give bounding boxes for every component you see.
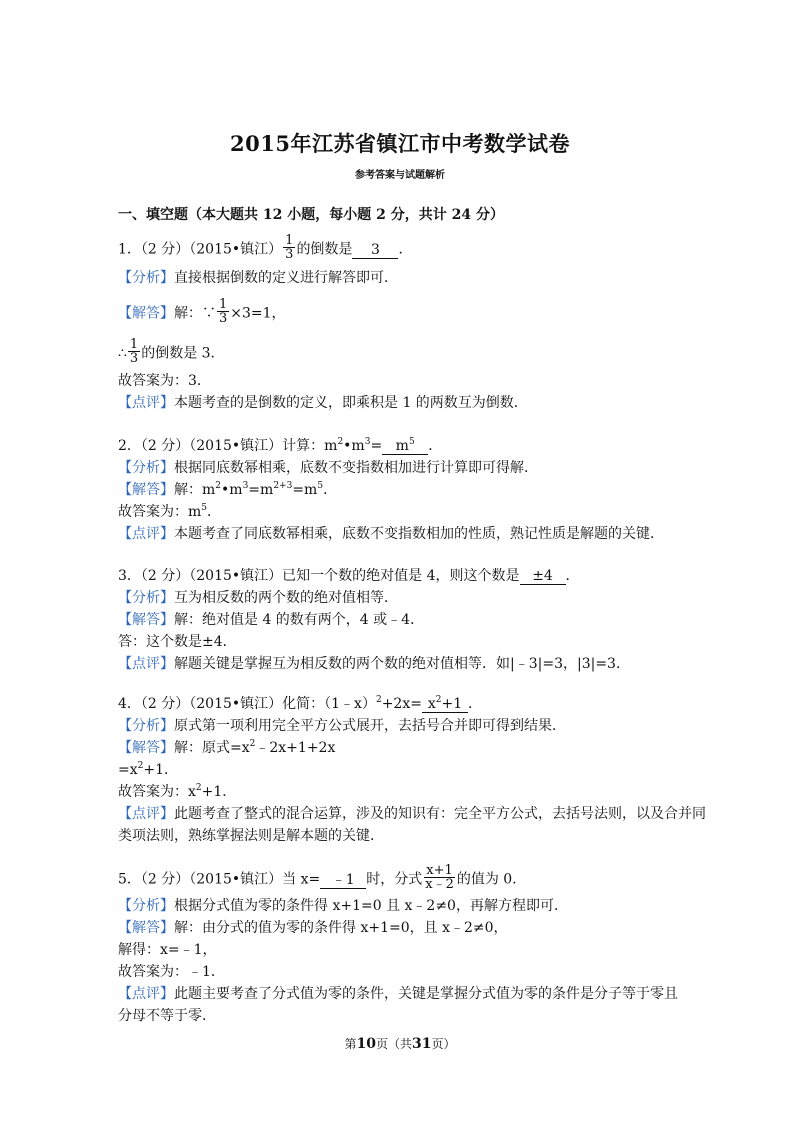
page-title: 2015年江苏省镇江市中考数学试卷 [230, 131, 570, 156]
q2-stem: 2．（2 分）（2015•镇江）计算：$m^2•m^3= m^5$ ． [118, 437, 443, 454]
analysis-tag: 【分析】 [118, 270, 174, 286]
q2-final: 故答案为：$m^5$． [118, 503, 222, 520]
analysis-tag: 【分析】 [118, 590, 174, 606]
analysis-tag: 【分析】 [118, 898, 174, 914]
q2-comment: 【点评】本题考查了同底数幂相乘，底数不变指数相加的性质，熟记性质是解题的关键． [118, 526, 664, 542]
q1-solution: 【解答】解：∵ $\frac{1}{3}$ ×3=1， [118, 297, 286, 326]
q5-solution: 【解答】解：由分式的值为零的条件得 x+1=0，且 x﹣2≠0， [118, 920, 508, 936]
q2-analysis: 【分析】根据同底数幂相乘，底数不变指数相加进行计算即可得解． [118, 460, 538, 476]
comment-tag: 【点评】 [118, 395, 174, 411]
q3-final: 答：这个数是±4． [118, 634, 237, 650]
page-subtitle: 参考答案与试题解析 [355, 170, 445, 181]
solution-tag: 【解答】 [118, 482, 174, 498]
q5-comment-line2: 分母不等于零． [118, 1008, 216, 1024]
fraction: $\frac{1}{3}$ [219, 297, 228, 326]
solution-tag: 【解答】 [118, 740, 174, 756]
analysis-tag: 【分析】 [118, 718, 174, 734]
comment-tag: 【点评】 [118, 526, 174, 542]
q5-comment: 【点评】此题主要考查了分式值为零的条件，关键是掌握分式值为零的条件是分子等于零且 [118, 986, 678, 1002]
q3-analysis: 【分析】互为相反数的两个数的绝对值相等． [118, 590, 398, 606]
q4-comment: 【点评】此题考查了整式的混合运算，涉及的知识有：完全平方公式，去括号法则，以及合并同 [118, 806, 706, 822]
q5-final: 故答案为：﹣1． [118, 964, 225, 980]
comment-tag: 【点评】 [118, 656, 174, 672]
q4-solution-line2: $=x^2+1$． [118, 761, 179, 778]
fraction: $\frac{1}{3}$ [129, 337, 139, 366]
q1-comment: 【点评】本题考查的是倒数的定义，即乘积是 1 的两数互为倒数． [118, 395, 528, 411]
q5-stem: 5．（2 分）（2015•镇江）当 x= ﹣1 时，分式 $\frac{x+1}{x﹣2}$ 的值为 0． [118, 863, 527, 892]
q5-solution-line2: 解得：x=﹣1， [118, 942, 217, 958]
q3-comment: 【点评】解题关键是掌握互为相反数的两个数的绝对值相等．如|﹣3|=3，|3|=3． [118, 656, 630, 672]
solution-tag: 【解答】 [118, 305, 174, 322]
q3-solution: 【解答】解：绝对值是 4 的数有两个，4 或﹣4． [118, 612, 425, 628]
q2-solution: 【解答】解：$m^2•m^3=m^{2+3}=m^5$． [118, 481, 338, 498]
q1-stem: 1．（2 分）（2015•镇江） $\frac{1}{3}$ 的倒数是 3 ． [118, 233, 413, 262]
q4-analysis: 【分析】原式第一项利用完全平方公式展开，去括号合并即可得到结果． [118, 718, 566, 734]
fraction: $\frac{x+1}{x﹣2}$ [425, 863, 454, 892]
q4-final: 故答案为：$x^2+1$． [118, 783, 237, 800]
answer-blank: $m^5$ [382, 438, 428, 455]
answer-blank: 3 [352, 242, 398, 259]
q4-comment-line2: 类项法则，熟练掌握法则是解本题的关键． [118, 828, 384, 844]
q1-final: 故答案为：3． [118, 373, 211, 389]
comment-tag: 【点评】 [118, 986, 174, 1002]
fraction: $\frac{1}{3}$ [285, 233, 294, 262]
solution-tag: 【解答】 [118, 612, 174, 628]
page-number: 10 [356, 1036, 376, 1052]
q5-analysis: 【分析】根据分式值为零的条件得 x+1=0 且 x﹣2≠0，再解方程即可． [118, 898, 568, 914]
page-footer: 第10页（共31页） [344, 1036, 456, 1052]
answer-blank: ±4 [520, 568, 566, 585]
comment-tag: 【点评】 [118, 806, 174, 822]
q1-analysis: 【分析】直接根据倒数的定义进行解答即可． [118, 270, 398, 286]
analysis-tag: 【分析】 [118, 460, 174, 476]
q1-solution-line2: ∴ $\frac{1}{3}$ 的倒数是 3． [118, 337, 225, 366]
answer-blank: ﹣1 [320, 872, 366, 889]
answer-blank: $x^2+1$ [422, 696, 468, 713]
solution-tag: 【解答】 [118, 920, 174, 936]
q4-stem: 4．（2 分）（2015•镇江）化简：（1﹣x）$^2$+2x= $x^2+1$ ． [118, 695, 482, 712]
q3-stem: 3．（2 分）（2015•镇江）已知一个数的绝对值是 4，则这个数是 ±4 ． [118, 568, 580, 584]
page-total: 31 [412, 1036, 432, 1052]
q4-solution: 【解答】解：原式$=x^2﹣2x+1+2x$ [118, 739, 336, 756]
section-heading: 一、填空题（本大题共 12 小题，每小题 2 分，共计 24 分） [118, 207, 504, 223]
